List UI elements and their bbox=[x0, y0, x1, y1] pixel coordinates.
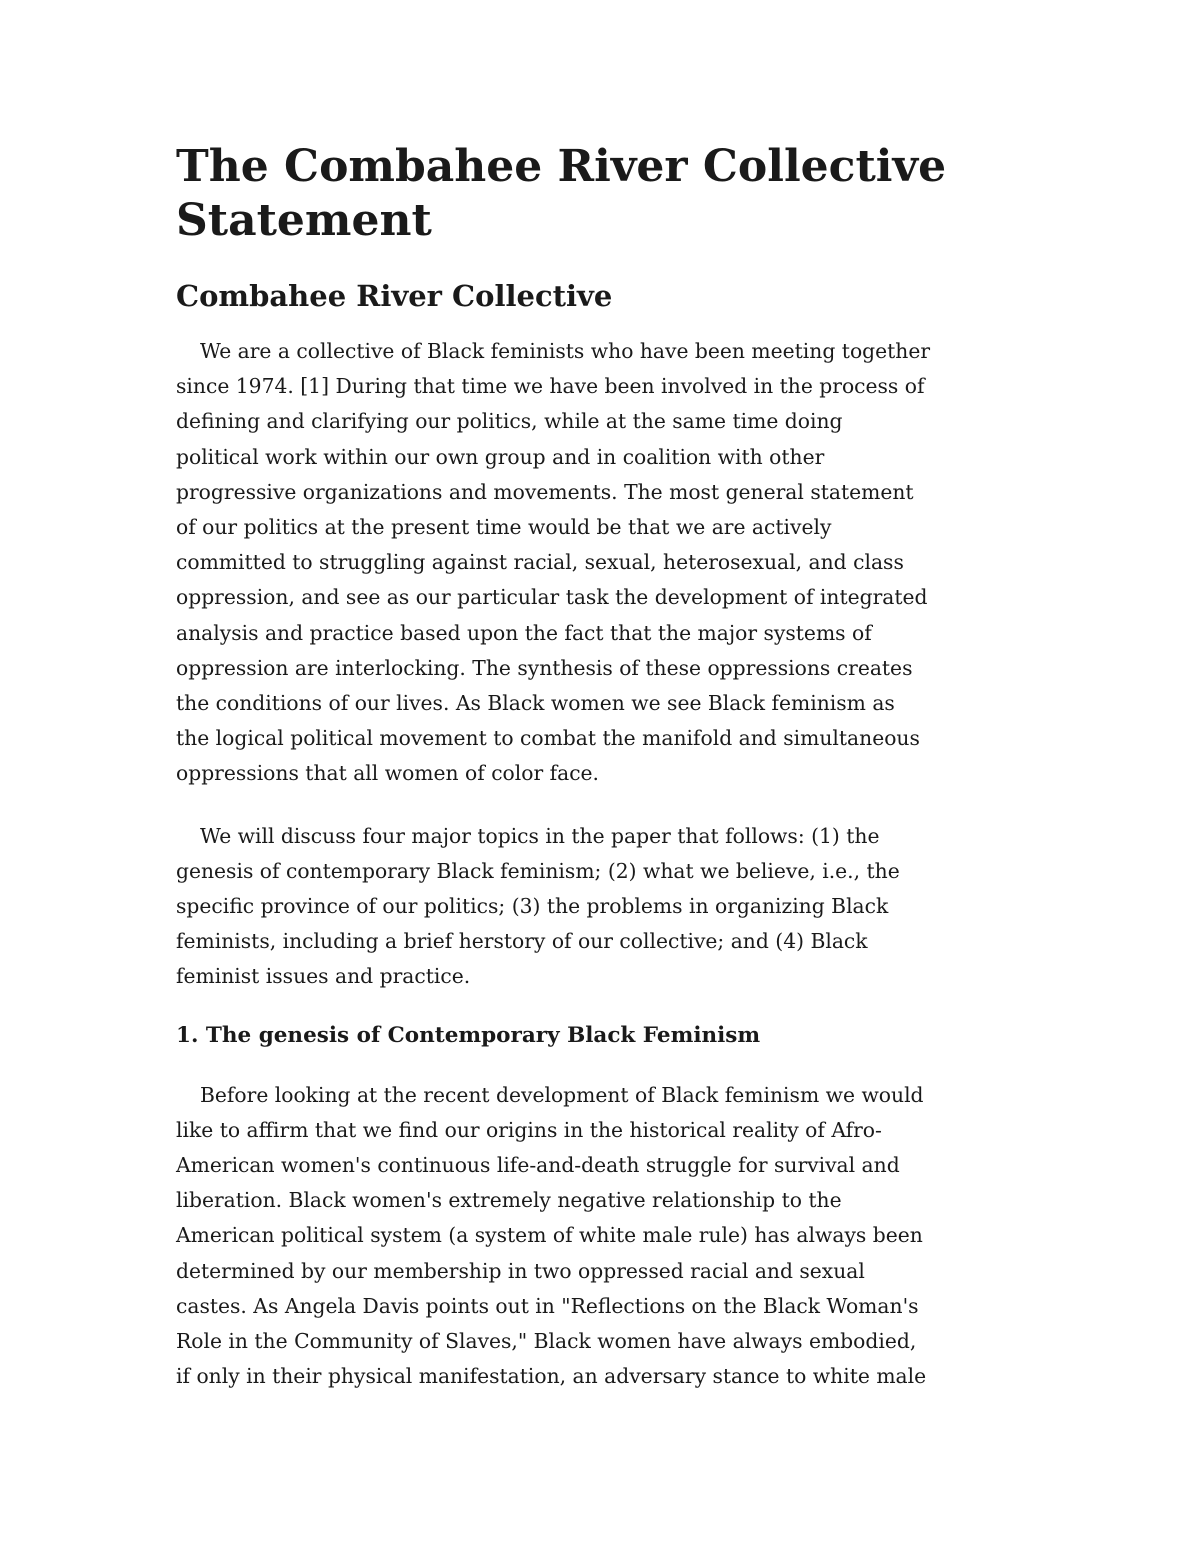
paragraph-line: defining and clarifying our politics, while at the same time doing bbox=[176, 409, 843, 434]
paragraph-line: specific province of our politics; (3) the problems in organizing Black bbox=[176, 894, 889, 919]
paragraph-line: committed to struggling against racial, sexual, heterosexual, and class bbox=[176, 550, 904, 575]
paragraph-line: political work within our own group and in coalition with other bbox=[176, 444, 825, 469]
paragraph-line: oppression are interlocking. The synthesis of these oppressions creates bbox=[176, 655, 913, 680]
paragraph-line: of our politics at the present time would be that we are actively bbox=[176, 515, 832, 540]
paragraph-line: since 1974. [1] During that time we have been involved in the process of bbox=[176, 374, 925, 399]
title-line-1: The Combahee River Collective bbox=[176, 141, 947, 192]
paragraph-line: progressive organizations and movements. The most general statement bbox=[176, 479, 914, 504]
paragraph-line: We will discuss four major topics in the paper that follows: (1) the bbox=[200, 823, 880, 848]
document-subtitle: Combahee River Collective bbox=[176, 279, 613, 313]
paragraph-line: if only in their physical manifestation, an adversary stance to white male bbox=[176, 1364, 927, 1389]
paragraph-line: Role in the Community of Slaves," Black women have always embodied, bbox=[176, 1329, 917, 1354]
document-page bbox=[176, 140, 1036, 1394]
paragraph-line: American women's continuous life-and-death struggle for survival and bbox=[176, 1153, 900, 1178]
paragraph-line: oppression, and see as our particular task the development of integrated bbox=[176, 585, 928, 610]
paragraph-line: feminists, including a brief herstory of our collective; and (4) Black bbox=[176, 929, 868, 954]
paragraph-topics bbox=[176, 819, 1036, 995]
paragraph-line: liberation. Black women's extremely negative relationship to the bbox=[176, 1188, 842, 1213]
section-heading: 1. The genesis of Contemporary Black Feminism bbox=[176, 1022, 761, 1048]
title-line-2: Statement bbox=[176, 195, 432, 246]
paragraph-line: castes. As Angela Davis points out in "Reflections on the Black Woman's bbox=[176, 1293, 919, 1318]
paragraph-line: feminist issues and practice. bbox=[176, 964, 471, 989]
document-title bbox=[176, 140, 1036, 248]
paragraph-line: Before looking at the recent development of Black feminism we would bbox=[200, 1082, 924, 1107]
paragraph-line: We are a collective of Black feminists who have been meeting together bbox=[200, 339, 931, 363]
paragraph-line: the logical political movement to combat the manifold and simultaneous bbox=[176, 726, 920, 751]
paragraph-line: oppressions that all women of color face. bbox=[176, 761, 600, 786]
paragraph-line: analysis and practice based upon the fact that the major systems of bbox=[176, 620, 872, 645]
paragraph-line: like to affirm that we find our origins in the historical reality of Afro- bbox=[176, 1117, 882, 1142]
paragraph-line: determined by our membership in two oppressed racial and sexual bbox=[176, 1258, 865, 1283]
paragraph-line: genesis of contemporary Black feminism; (2) what we believe, i.e., the bbox=[176, 858, 900, 883]
paragraph-line: American political system (a system of white male rule) has always been bbox=[176, 1223, 923, 1248]
paragraph-genesis bbox=[176, 1078, 1036, 1395]
paragraph-intro bbox=[176, 334, 1036, 792]
paragraph-line: the conditions of our lives. As Black women we see Black feminism as bbox=[176, 691, 895, 716]
